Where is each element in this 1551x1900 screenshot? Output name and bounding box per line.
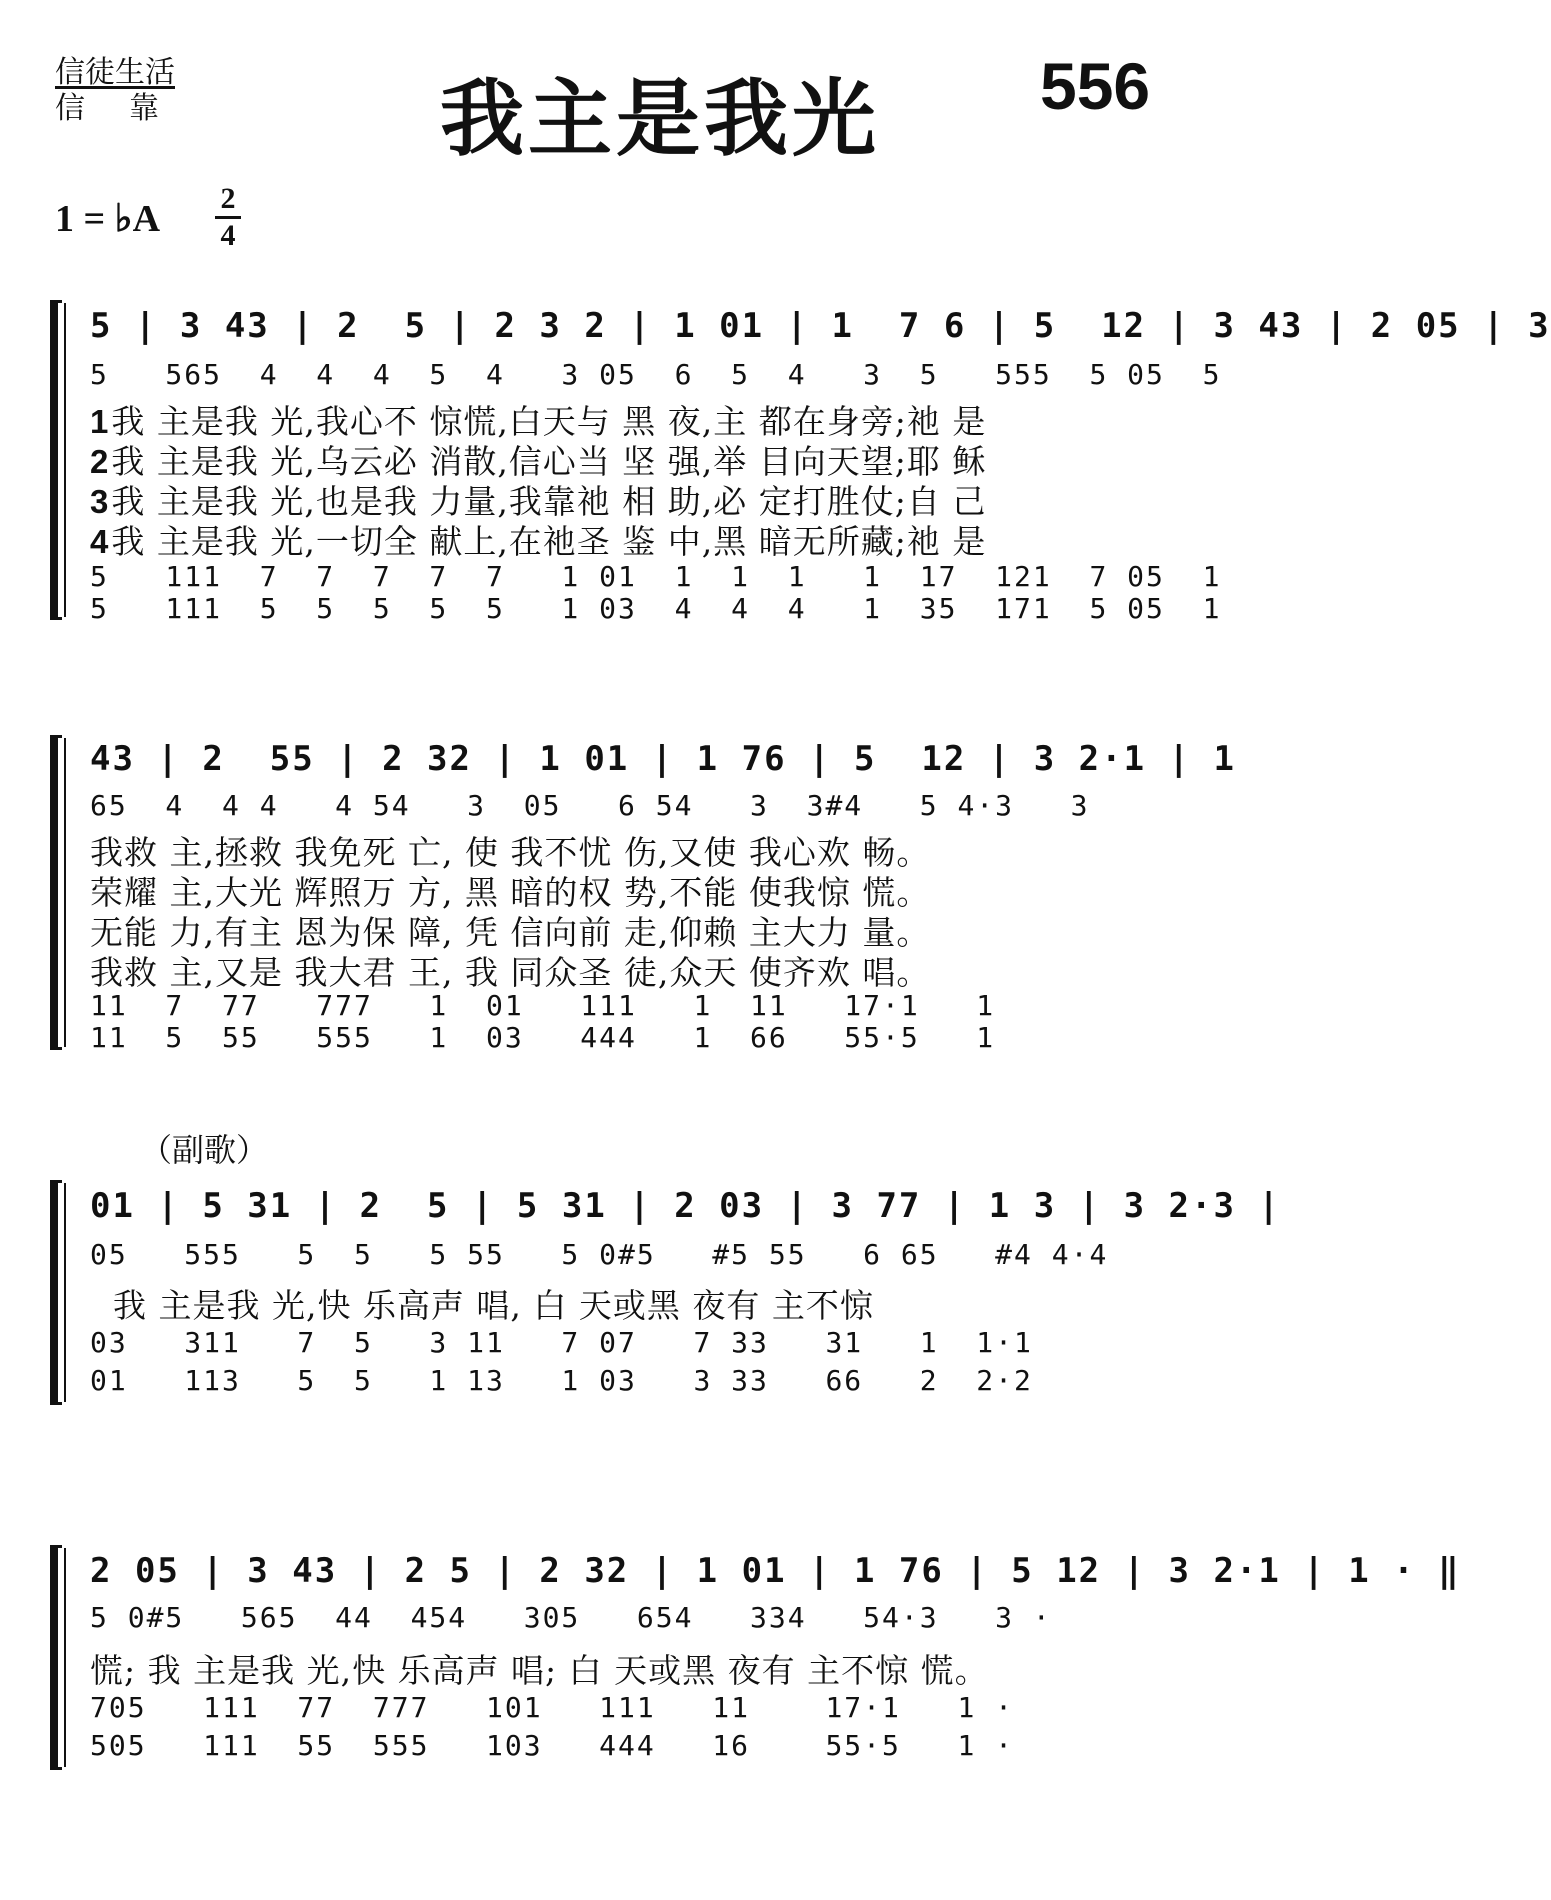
score-system-4 [50,1545,1461,1770]
lyric-verse-4 [90,516,1145,563]
system-brace [50,1180,62,1405]
tenor-line: 705 111 77 777 101 111 11 17·1 1 · [90,1691,1015,1724]
melody-line: 5 | 3 43 | 2 5 | 2 3 2 | 1 01 | 1 7 6 | 5 12 | 3 43 | 2 05 | 3 [90,306,1551,346]
score-system-3 [50,1180,1281,1405]
tenor-line: 5 111 7 7 7 7 7 1 01 1 1 1 1 17 121 7 05 1 [90,560,1222,593]
meter-bottom: 4 [220,219,236,252]
lyric-text: 慌; 我 主是我 光,快 乐高声 唱; 白 天或黑 夜有 主不惊 慌。 [90,1651,989,1690]
verse-number: 4 [90,523,110,560]
meter-top: 2 [220,182,236,215]
bass-line: 11 5 55 555 1 03 444 1 66 55·5 1 [90,1021,996,1054]
alto-line: 65 4 4 4 4 54 3 05 6 54 3 3#4 5 4·3 3 [90,789,1090,822]
system-brace [50,300,62,620]
lyric-refrain [90,1645,1145,1692]
lyric-text: 我救 主,又是 我大君 王, 我 同众圣 徒,众天 使齐欢 唱。 [90,953,931,992]
lyric-text: 我 主是我 光,快 乐高声 唱, 白 天或黑 夜有 主不惊 [90,1286,874,1325]
alto-line: 05 555 5 5 5 55 5 0#5 #5 55 6 65 #4 4·4 [90,1238,1109,1271]
lyric-text: 荣耀 主,大光 辉照万 方, 黑 暗的权 势,不能 使我惊 慌。 [90,873,931,912]
time-signature [215,184,241,251]
bass-line: 505 111 55 555 103 444 16 55·5 1 · [90,1729,1015,1762]
lyric-text: 我 主是我 光,也是我 力量,我靠祂 相 助,必 定打胜仗;自 己 [111,482,987,521]
verse-number: 2 [90,443,110,480]
hymn-number: 556 [1040,49,1151,123]
melody-line: 43 | 2 55 | 2 32 | 1 01 | 1 76 | 5 12 | 3 2·1 | 1 [90,739,1236,779]
melody-line: 2 05 | 3 43 | 2 5 | 2 32 | 1 01 | 1 76 | 5 12 | 3 2·1 | 1 · ‖ [90,1551,1461,1591]
score-system-1 [50,300,1551,625]
bass-line: 5 111 5 5 5 5 5 1 03 4 4 4 1 35 171 5 05 1 [90,592,1222,625]
category-primary: 信徒生活 [55,55,175,90]
hymn-title: 我主是我光 [440,70,881,168]
score-system-2 [50,735,1236,1054]
lyric-verse-4 [90,947,1145,994]
bass-line: 01 113 5 5 1 13 1 03 3 33 66 2 2·2 [90,1364,1033,1397]
melody-line: 01 | 5 31 | 2 5 | 5 31 | 2 03 | 3 77 | 1 3 | 3 2·3 | [90,1186,1281,1226]
lyric-text: 我救 主,拯救 我免死 亡, 使 我不忧 伤,又使 我心欢 畅。 [90,833,931,872]
category-secondary: 信靠 [55,91,203,126]
lyric-text: 无能 力,有主 恩为保 障, 凭 信向前 走,仰赖 主大力 量。 [90,913,931,952]
refrain-label: （副歌） [140,1131,269,1169]
system-brace [50,735,62,1050]
lyric-text: 我 主是我 光,乌云必 消散,信心当 坚 强,举 目向天望;耶 稣 [111,442,987,481]
tenor-line: 11 7 77 777 1 01 111 1 11 17·1 1 [90,989,996,1022]
lyric-text: 我 主是我 光,我心不 惊慌,白天与 黑 夜,主 都在身旁;祂 是 [111,402,987,441]
lyric-text: 我 主是我 光,一切全 献上,在祂圣 鉴 中,黑 暗无所藏;祂 是 [111,522,987,561]
tenor-line: 03 311 7 5 3 11 7 07 7 33 31 1 1·1 [90,1326,1033,1359]
alto-line: 5 0#5 565 44 454 305 654 334 54·3 3 · [90,1601,1052,1634]
category-label [55,55,203,127]
alto-line: 5 565 4 4 4 5 4 3 05 6 5 4 3 5 555 5 05 5 [90,358,1222,391]
key-signature: 1 = ♭A [55,198,161,240]
verse-number: 3 [90,483,110,520]
system-brace [50,1545,62,1770]
verse-number: 1 [90,403,110,440]
lyric-refrain [90,1280,1145,1327]
